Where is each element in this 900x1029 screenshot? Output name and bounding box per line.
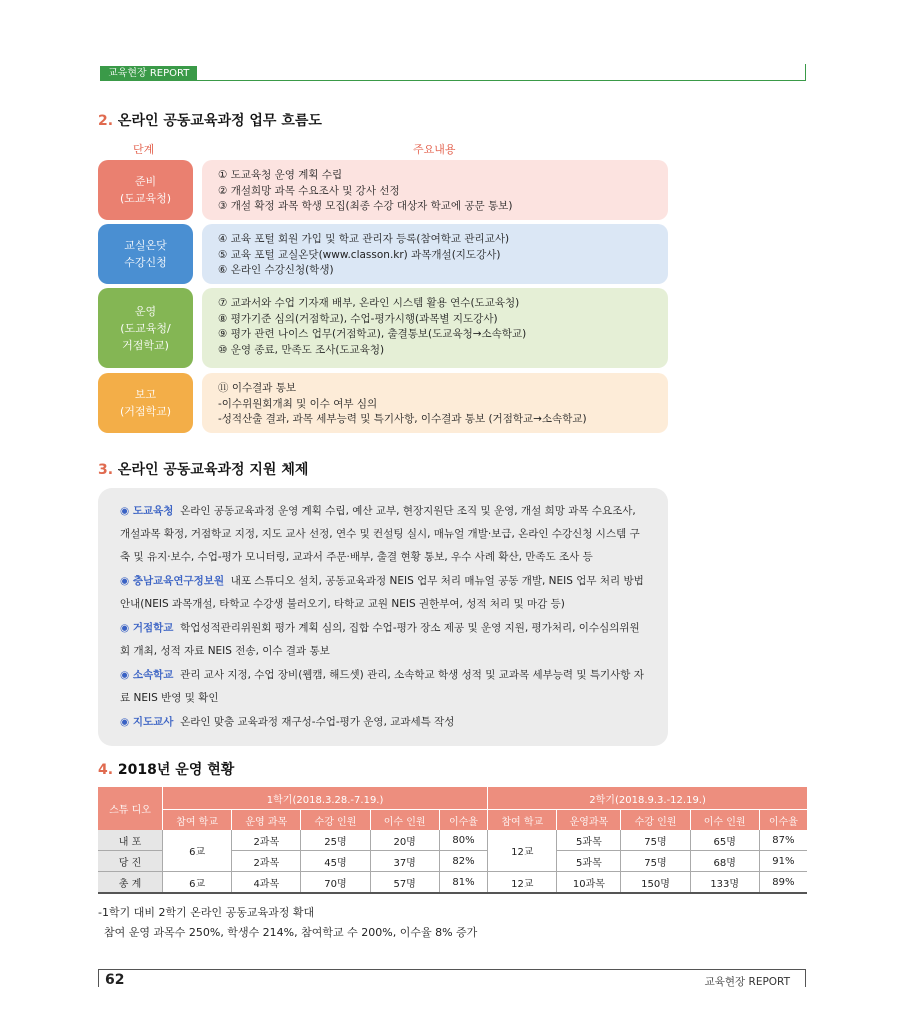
section4-number: 4. <box>98 762 114 778</box>
stage-registration <box>98 224 193 284</box>
table-cell: 20명 <box>370 830 439 851</box>
table-cell: 57명 <box>370 872 439 894</box>
support-item <box>120 570 646 616</box>
support-org: ◉ 지도교사 <box>120 716 174 728</box>
term2-header: 2학기(2018.9.3.-12.19.) <box>488 787 807 810</box>
table-cell: 2과목 <box>232 851 301 872</box>
table-cell: 10과목 <box>557 872 621 894</box>
table-cell: 65명 <box>690 830 759 851</box>
content-line: ⑧ 평가기준 심의(거점학교), 수업-평가시행(과목별 지도강사) <box>218 312 498 325</box>
summary-note-2: 참여 운영 과목수 250%, 학생수 214%, 참여학교 수 200%, 이수율 8% 증가 <box>104 926 478 939</box>
table-subheader: 운영 과목 <box>232 810 301 831</box>
footer-rule <box>98 969 806 970</box>
table-cell: 6교 <box>163 830 232 872</box>
row-label: 내 포 <box>98 830 163 851</box>
operation-status-table <box>98 787 807 894</box>
header-rule <box>100 80 806 81</box>
content-line: ⑪ 이수결과 통보 <box>218 382 297 394</box>
stage-label-line: 교실온닷 <box>124 239 167 252</box>
section2-heading <box>98 110 322 130</box>
support-item <box>120 711 646 734</box>
row-label: 당 진 <box>98 851 163 872</box>
column-stage-label: 단계 <box>133 143 155 156</box>
table-cell: 5과목 <box>557 830 621 851</box>
content-line: ② 개설희망 과목 수요조사 및 강사 선정 <box>218 184 400 197</box>
stage-operation <box>98 288 193 368</box>
table-subheader: 참여 학교 <box>488 810 557 831</box>
table-cell: 150명 <box>621 872 690 894</box>
row-label: 총 계 <box>98 872 163 894</box>
footer-rule-tick <box>98 969 99 987</box>
stage-label-line: 거점학교) <box>122 338 169 352</box>
table-cell: 89% <box>759 872 807 894</box>
header-rule-tick <box>805 64 806 81</box>
content-line: -성적산출 결과, 과목 세부능력 및 특기사항, 이수결과 통보 (거점학교→소속학교) <box>218 413 587 425</box>
section2-title: 온라인 공동교육과정 업무 흐름도 <box>113 113 322 129</box>
table-cell: 133명 <box>690 872 759 894</box>
summary-note-1: -1학기 대비 2학기 온라인 공동교육과정 확대 <box>98 906 315 919</box>
stage-report-content <box>202 373 668 433</box>
section2-number: 2. <box>98 113 114 129</box>
support-item <box>120 500 646 569</box>
stage-label-line: (도교육청) <box>119 192 172 205</box>
section4-heading <box>98 759 234 779</box>
content-line: ④ 교육 포털 회원 가입 및 학교 관리자 등록(참여학교 관리교사) <box>218 233 510 245</box>
support-org: ◉ 소속학교 <box>120 669 174 681</box>
table-cell: 75명 <box>621 830 690 851</box>
term1-header: 1학기(2018.3.28.-7.19.) <box>163 787 488 810</box>
section3-number: 3. <box>98 462 114 478</box>
table-cell: 12교 <box>488 830 557 872</box>
stage-report <box>98 373 193 433</box>
header-tag: 교육현장 REPORT <box>100 66 197 81</box>
stage-label-line: (도교육청/ <box>120 321 171 335</box>
table-subheader: 이수 인원 <box>370 810 439 831</box>
table-cell: 5과목 <box>557 851 621 872</box>
stage-label-line: 보고 <box>134 388 157 401</box>
stage-prepare <box>98 160 193 220</box>
table-cell: 2과목 <box>232 830 301 851</box>
content-line: ⑩ 운영 종료, 만족도 조사(도교육청) <box>218 343 385 356</box>
table-subheader: 이수율 <box>759 810 807 831</box>
table-cell: 91% <box>759 851 807 872</box>
table-subheader: 이수 인원 <box>690 810 759 831</box>
footer-rule-tick <box>805 969 806 987</box>
support-system-box <box>98 488 668 746</box>
table-cell: 80% <box>439 830 487 851</box>
support-org: ◉ 도교육청 <box>120 505 174 517</box>
table-cell: 81% <box>439 872 487 894</box>
table-cell: 25명 <box>301 830 370 851</box>
support-org: ◉ 충남교육연구정보원 <box>120 575 225 587</box>
section4-title: 2018년 운영 현황 <box>113 762 235 778</box>
support-text: 온라인 맞춤 교육과정 재구성-수업-평가 운영, 교과세특 작성 <box>180 716 455 728</box>
content-line: ① 도교육청 운영 계획 수립 <box>218 169 343 181</box>
table-cell: 70명 <box>301 872 370 894</box>
table-subheader: 수강 인원 <box>621 810 690 831</box>
stage-prepare-content <box>202 160 668 220</box>
stage-label-line: 운영 <box>134 304 157 318</box>
table-cell: 6교 <box>163 872 232 894</box>
footer-title: 교육현장 REPORT <box>704 976 790 988</box>
table-subheader: 수강 인원 <box>301 810 370 831</box>
section3-title: 온라인 공동교육과정 지원 체제 <box>113 462 309 478</box>
table-subheader: 이수율 <box>439 810 487 831</box>
column-content-label: 주요내용 <box>413 143 456 156</box>
support-text: 내포 스튜디오 설치, 공동교육과정 NEIS 업무 처리 매뉴얼 공동 개발, NEIS 업무 처리 방법 안내(NEIS 과목개설, 타학교 수강생 불러오기, 타학교 교원 NEIS 권한부여, 성적 처리 및 마감 등) <box>120 575 644 610</box>
support-text: 학업성적관리위원회 평가 계획 심의, 집합 수업-평가 장소 제공 및 운영 지원, 평가처리, 이수심의위원회 개최, 성적 자료 NEIS 전송, 이수 결과 통보 <box>120 622 640 657</box>
table-corner-header: 스튜 디오 <box>98 787 163 830</box>
stage-label-line: (거점학교) <box>119 405 172 418</box>
table-cell: 87% <box>759 830 807 851</box>
stage-operation-content <box>202 288 668 368</box>
table-subheader: 운영과목 <box>557 810 621 831</box>
table-cell: 82% <box>439 851 487 872</box>
section3-heading <box>98 459 308 479</box>
table-subheader: 참여 학교 <box>163 810 232 831</box>
support-text: 온라인 공동교육과정 운영 계획 수립, 예산 교부, 현장지원단 조직 및 운영, 개설 희망 과목 수요조사, 개설과목 확정, 거점학교 지정, 지도 교사 선정, 연수 및 컨설팅 실시, 매뉴얼 개발·보급, 온라인 수강신청 시스템 구축 및 유지·보수, 수업-평가 모니터링, 교과서 주문·배부, 출결 현황 통보, 우수 사례 확산, 만족도 조사 등 <box>120 505 640 563</box>
table-row <box>98 830 807 851</box>
content-line: ③ 개설 확정 과목 학생 모집(최종 수강 대상자 학교에 공문 통보) <box>218 200 513 212</box>
content-line: -이수위원회개최 및 이수 여부 심의 <box>218 397 378 410</box>
table-cell: 68명 <box>690 851 759 872</box>
support-text: 관리 교사 지정, 수업 장비(웹캠, 해드셋) 관리, 소속학교 학생 성적 및 교과목 세부능력 및 특기사항 자료 NEIS 반영 및 확인 <box>120 669 644 704</box>
table-cell: 12교 <box>488 872 557 894</box>
page-number: 62 <box>105 972 125 988</box>
content-line: ⑦ 교과서와 수업 기자재 배부, 온라인 시스템 활용 연수(도교육청) <box>218 297 520 309</box>
table-cell: 45명 <box>301 851 370 872</box>
support-org: ◉ 거점학교 <box>120 622 174 634</box>
support-item <box>120 664 646 710</box>
content-line: ⑥ 온라인 수강신청(학생) <box>218 264 334 276</box>
stage-label-line: 수강신청 <box>124 256 167 269</box>
table-cell: 4과목 <box>232 872 301 894</box>
support-item <box>120 617 646 663</box>
stage-registration-content <box>202 224 668 284</box>
content-line: ⑤ 교육 포털 교실온닷(www.classon.kr) 과목개설(지도강사) <box>218 248 501 261</box>
table-row-total <box>98 872 807 894</box>
table-cell: 75명 <box>621 851 690 872</box>
content-line: ⑨ 평가 관련 나이스 업무(거점학교), 출결통보(도교육청→소속학교) <box>218 328 527 340</box>
stage-label-line: 준비 <box>134 175 157 188</box>
table-cell: 37명 <box>370 851 439 872</box>
